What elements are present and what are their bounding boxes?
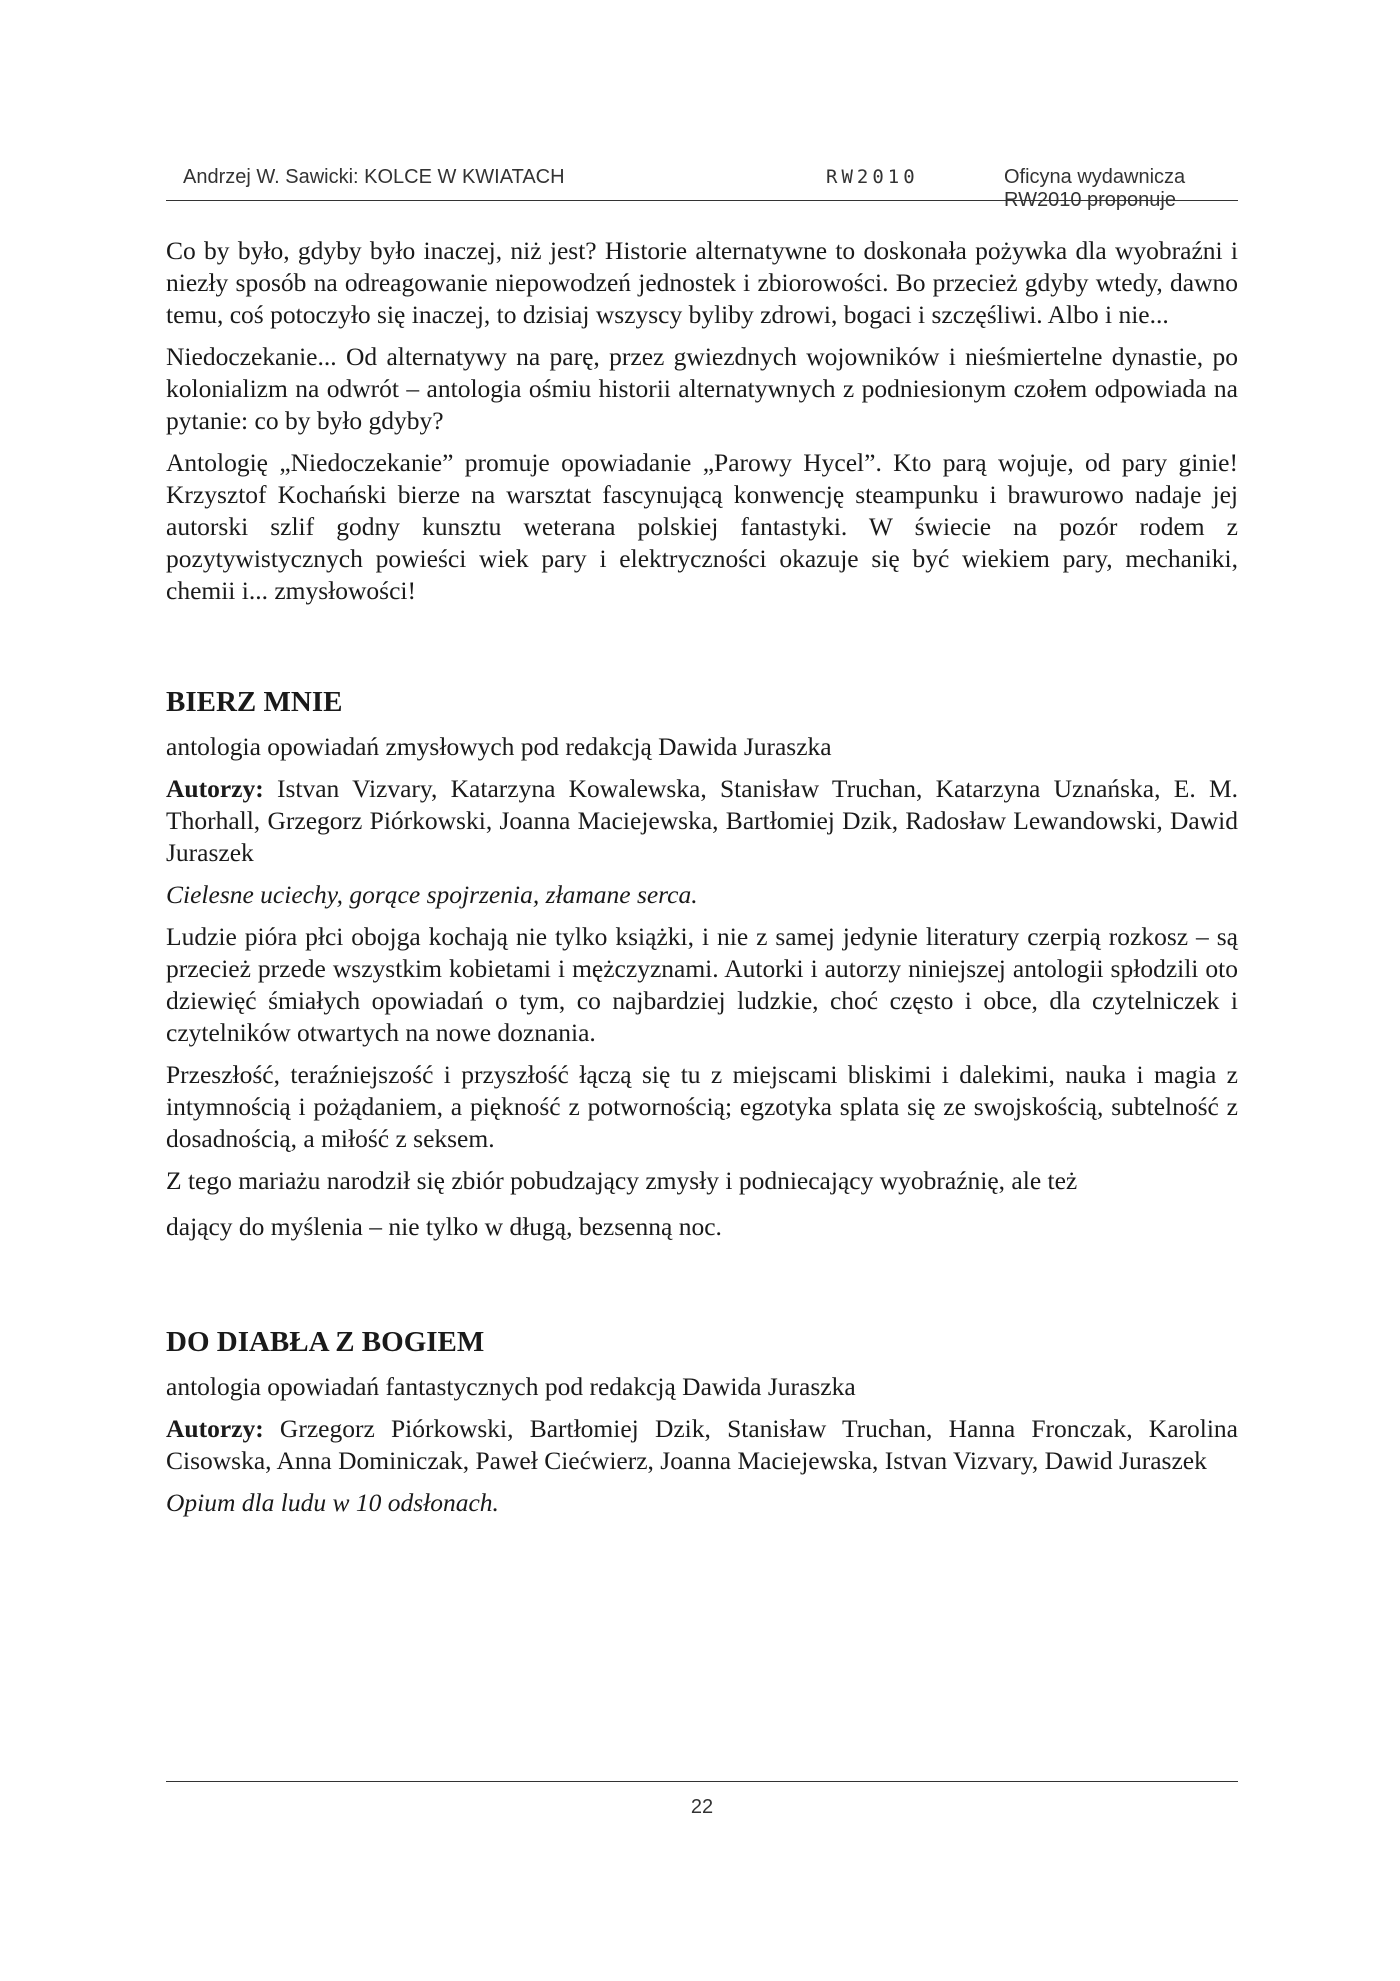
book1-tagline: Cielesne uciechy, gorące spojrzenia, złamane serca. [166, 880, 698, 909]
book1-authors [166, 773, 1238, 869]
section-spacer [166, 617, 1238, 683]
page-content [166, 235, 1238, 1529]
book1-paragraph-3 [166, 1165, 1238, 1243]
page-header [166, 164, 1238, 211]
book1-title: BIERZ MNIE [166, 686, 343, 718]
book2-authors-list: Grzegorz Piórkowski, Bartłomiej Dzik, Stanisław Truchan, Hanna Fronczak, Karolina Cisowska, Anna Dominiczak, Paweł Ciećwierz, Joanna Maciejewska, Istvan Vizvary, Dawid Juraszek [166, 1414, 1238, 1475]
header-book-title: Andrzej W. Sawicki: KOLCE W KWIATACH [183, 166, 565, 188]
page-footer [166, 1781, 1238, 1818]
book1-paragraph-3-line-1: Z tego mariażu narodził się zbiór pobudzający zmysły i podniecający wyobraźnię, ale też [166, 1166, 1078, 1195]
page-number: 22 [690, 1796, 714, 1818]
book1-paragraph-3-line-2: dający do myślenia – nie tylko w długą, bezsenną noc. [166, 1212, 722, 1241]
book1-paragraph-1: Ludzie pióra płci obojga kochają nie tylko książki, i nie z samej jedynie literatury czerpią rozkosz – są przecież przede wszystkim kobietami i mężczyznami. Autorki i autorzy niniejszej antologii spłodzili oto dziewięć śmiałych opowiadań o tym, co najbardziej ludzkie, choć często i obce, dla czytelniczek i czytelników otwartych na nowe doznania. [166, 922, 1238, 1047]
book1-subtitle: antologia opowiadań zmysłowych pod redakcją Dawida Juraszka [166, 732, 832, 761]
intro-paragraph-3: Antologię „Niedoczekanie” promuje opowiadanie „Parowy Hycel”. Kto parą wojuje, od pary ginie! Krzysztof Kochański bierze na warsztat fascynującą konwencję steampunku i brawurowo nadaje jej autorski szlif godny kunsztu weterana polskiej fantastyki. W świecie na pozór rodem z pozytywistycznych powieści wiek pary i elektryczności okazuje się być wiekiem pary, mechaniki, chemii i... zmysłowości! [166, 448, 1238, 605]
book2-authors-label: Autorzy: [166, 1414, 264, 1443]
book2-subtitle: antologia opowiadań fantastycznych pod redakcją Dawida Juraszka [166, 1372, 856, 1401]
book2-title: DO DIABŁA Z BOGIEM [166, 1326, 485, 1358]
book1-authors-list: Istvan Vizvary, Katarzyna Kowalewska, Stanisław Truchan, Katarzyna Uznańska, E. M. Thorhall, Grzegorz Piórkowski, Joanna Maciejewska, Bartłomiej Dzik, Radosław Lewandowski, Dawid Juraszek [166, 774, 1238, 867]
header-publisher-logo: RW2010 [826, 166, 919, 188]
intro-paragraph-1: Co by było, gdyby było inaczej, niż jest? Historie alternatywne to doskonała pożywka dla wyobraźni i niezły sposób na odreagowanie niepowodzeń jednostek i zbiorowości. Bo przecież gdyby wtedy, dawno temu, coś potoczyło się inaczej, to dzisiaj wszyscy byliby zdrowi, bogaci i szczęśliwi. Albo i nie... [166, 236, 1238, 329]
book2-authors [166, 1413, 1238, 1477]
book1-paragraph-2: Przeszłość, teraźniejszość i przyszłość łączą się tu z miejscami bliskimi i dalekimi, nauka i magia z intymnością i pożądaniem, a piękność z potwornością; egzotyka splata się ze swojskością, subtelność z dosadnością, a miłość z seksem. [166, 1060, 1238, 1153]
intro-paragraph-2: Niedoczekanie... Od alternatywy na parę, przez gwiezdnych wojowników i nieśmiertelne dynastie, po kolonializm na odwrót – antologia ośmiu historii alternatywnych z podniesionym czołem odpowiada na pytanie: co by było gdyby? [166, 342, 1238, 435]
section-spacer [166, 1253, 1238, 1323]
book1-authors-label: Autorzy: [166, 774, 264, 803]
book2-tagline: Opium dla ludu w 10 odsłonach. [166, 1488, 499, 1517]
header-publisher-note: Oficyna wydawnicza RW2010 proponuje [1004, 166, 1186, 211]
